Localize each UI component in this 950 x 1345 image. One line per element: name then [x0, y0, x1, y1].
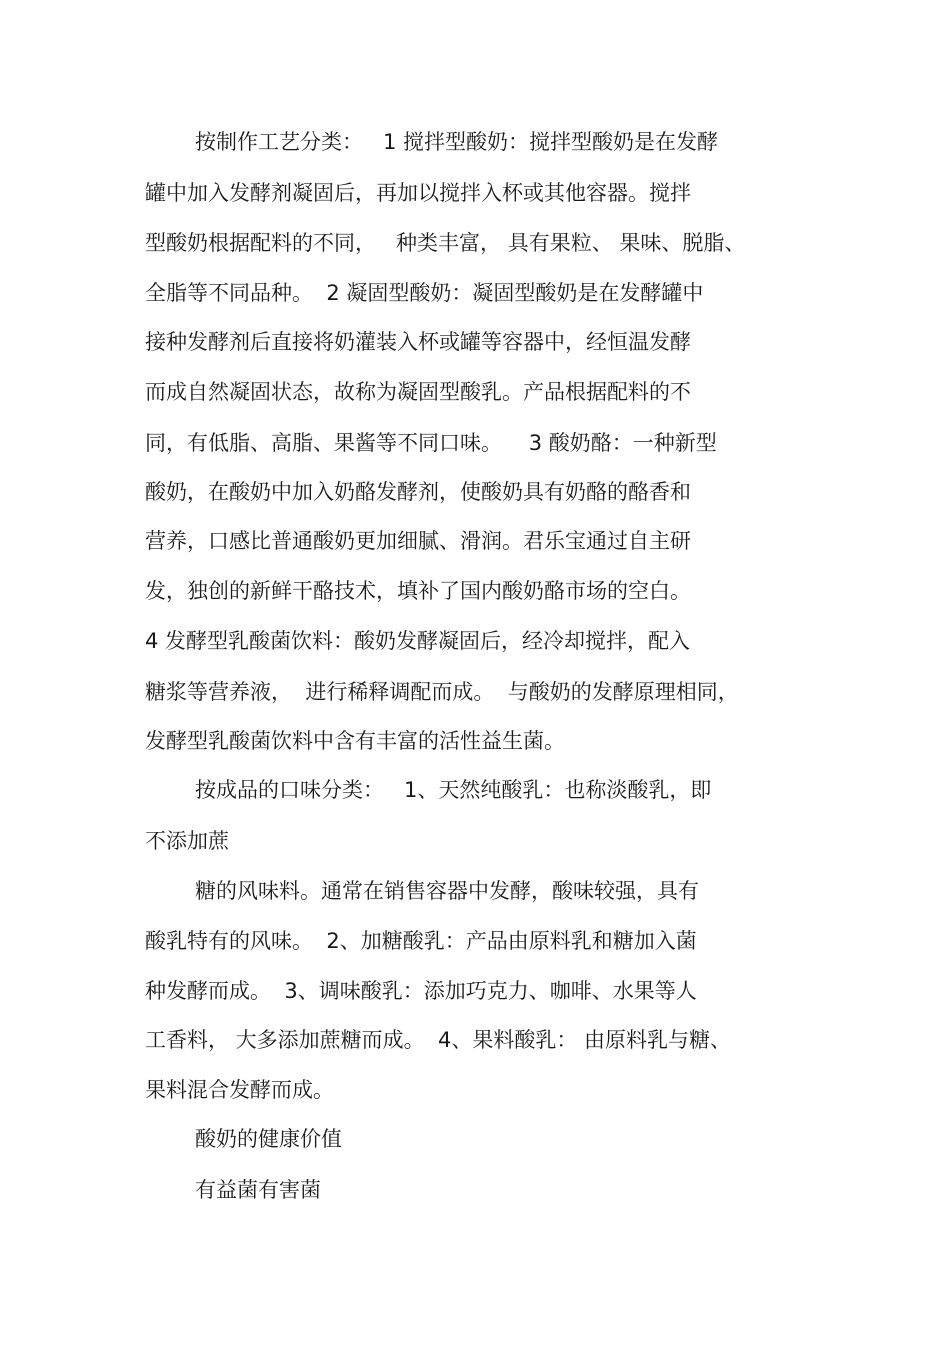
paragraph-line: 型酸奶根据配料的不同， 种类丰富， 具有果粒、 果味、脱脂、: [145, 231, 746, 255]
paragraph-line: 4 发酵型乳酸菌饮料：酸奶发酵凝固后，经冷却搅拌，配入: [145, 629, 691, 653]
paragraph-line: 糖浆等营养液， 进行稀释调配而成。 与酸奶的发酵原理相同，: [145, 680, 739, 704]
paragraph-line: 按成品的口味分类： 1、天然纯酸乳：也称淡酸乳，即: [195, 778, 712, 802]
paragraph-line: 果料混合发酵而成。: [145, 1078, 334, 1102]
paragraph-line: 全脂等不同品种。 2 凝固型酸奶：凝固型酸奶是在发酵罐中: [145, 281, 704, 305]
section-heading: 酸奶的健康价值: [195, 1127, 342, 1151]
section-heading: 有益菌有害菌: [195, 1178, 321, 1202]
paragraph-line: 接种发酵剂后直接将奶灌装入杯或罐等容器中，经恒温发酵: [145, 330, 691, 354]
paragraph-line: 营养，口感比普通酸奶更加细腻、滑润。君乐宝通过自主研: [145, 529, 691, 553]
paragraph-line: 罐中加入发酵剂凝固后，再加以搅拌入杯或其他容器。搅拌: [145, 181, 691, 205]
paragraph-line: 按制作工艺分类： 1 搅拌型酸奶：搅拌型酸奶是在发酵: [195, 130, 719, 154]
paragraph-line: 而成自然凝固状态，故称为凝固型酸乳。产品根据配料的不: [145, 380, 691, 404]
paragraph-line: 酸乳特有的风味。 2、加糖酸乳：产品由原料乳和糖加入菌: [145, 929, 697, 953]
paragraph-line: 同，有低脂、高脂、果酱等不同口味。 3 酸奶酪：一种新型: [145, 431, 717, 455]
paragraph-line: 发，独创的新鲜干酪技术，填补了国内酸奶酪市场的空白。: [145, 579, 691, 603]
paragraph-line: 种发酵而成。 3、调味酸乳：添加巧克力、咖啡、水果等人: [145, 979, 697, 1003]
paragraph-line: 酸奶，在酸奶中加入奶酪发酵剂，使酸奶具有奶酪的酪香和: [145, 480, 691, 504]
paragraph-line: 糖的风味料。通常在销售容器中发酵，酸味较强，具有: [195, 879, 699, 903]
paragraph-line: 工香料， 大多添加蔗糖而成。 4、果料酸乳： 由原料乳与糖、: [145, 1028, 732, 1052]
paragraph-line: 不添加蔗: [145, 829, 229, 853]
paragraph-line: 发酵型乳酸菌饮料中含有丰富的活性益生菌。: [145, 729, 565, 753]
